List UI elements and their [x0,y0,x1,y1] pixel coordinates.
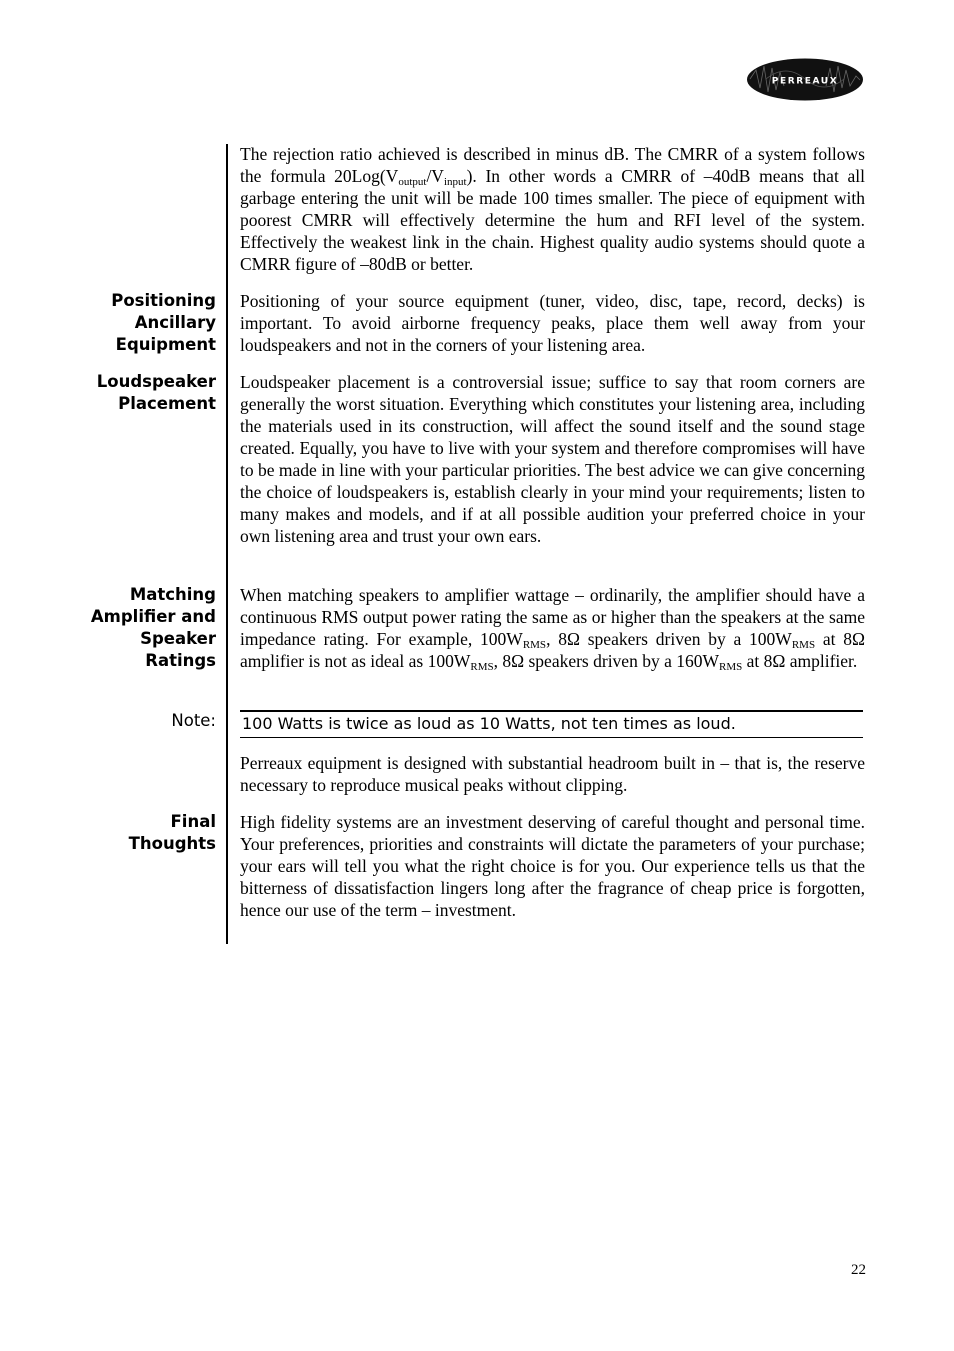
final-thoughts-paragraph: High fidelity systems are an investment deserving of careful thought and personal time. Your preferences, priorities and constraints will dictate the parameters of your purchase; your ears will tell you what the right choice is for you. Our experience tells us that the bitterness of dissatisfaction lingers long after the fragrance of cheap price is forgotten, hence our use of the term – investment. [240,812,865,920]
loudspeaker-paragraph: Loudspeaker placement is a controversial issue; suffice to say that room corners are generally the worst situation. Everything which constitutes your listening area, including the materials used in its construction, will affect the sound itself and the sound stage created. Equally, you have to live with your system and therefore compromises will have to be made in line with your particular priorities. The best advice we can give concerning the choice of loudspeakers is, establish clearly in your mind your requirements; listen to many makes and models, and if at all possible audition your preferred choice in your own listening area and trust your own ears. [240,372,865,546]
cmrr-paragraph: The rejection ratio achieved is described in minus dB. The CMRR of a system follows the formula $20Log(V_{output}/V_{input})$. In other words a CMRR of –40dB means that all garbage entering the unit will be made 100 times smaller. The piece of equipment with poorest CMRR will effectively determine the hum and RFI level of the system. Effectively the weakest link in the chain. Highest quality audio systems should quote a CMRR figure of –80dB or better. [240,144,865,274]
perreaux-logo [746,58,864,101]
headroom-paragraph: Perreaux equipment is designed with substantial headroom built in – that is, the reserve necessary to reproduce musical peaks without clipping. [240,753,865,795]
margin-rule [226,144,228,944]
svg-text:PERREAUX: PERREAUX [771,76,839,87]
positioning-paragraph: Positioning of your source equipment (tuner, video, disc, tape, record, decks) is important. To avoid airborne frequency peaks, place them well away from your loudspeakers and not in the corners of your listening area. [240,291,865,355]
note-box: 100 Watts is twice as loud as 10 Watts, not ten times as loud. [240,710,863,738]
matching-paragraph: When matching speakers to amplifier wattage – ordinarily, the amplifier should have a continuous RMS output power rating the same as or higher than the speakers at the same impedance rating. For example, $100W_{RMS}$, 8Ω speakers driven by a $100W_{RMS}$ at 8Ω amplifier is not as ideal as $100W_{RMS}$, 8Ω speakers driven by a $160W_{RMS}$ at 8Ω amplifier. [240,585,866,673]
note-label: Note: [171,711,216,730]
loudspeaker-heading: Loudspeaker Placement [96,372,216,413]
matching-heading: Matching Amplifier and Speaker Ratings [90,585,216,670]
final-thoughts-heading: Final Thoughts [128,812,216,853]
positioning-heading: Positioning Ancillary Equipment [111,291,216,354]
page-number: 22 [851,1262,866,1278]
